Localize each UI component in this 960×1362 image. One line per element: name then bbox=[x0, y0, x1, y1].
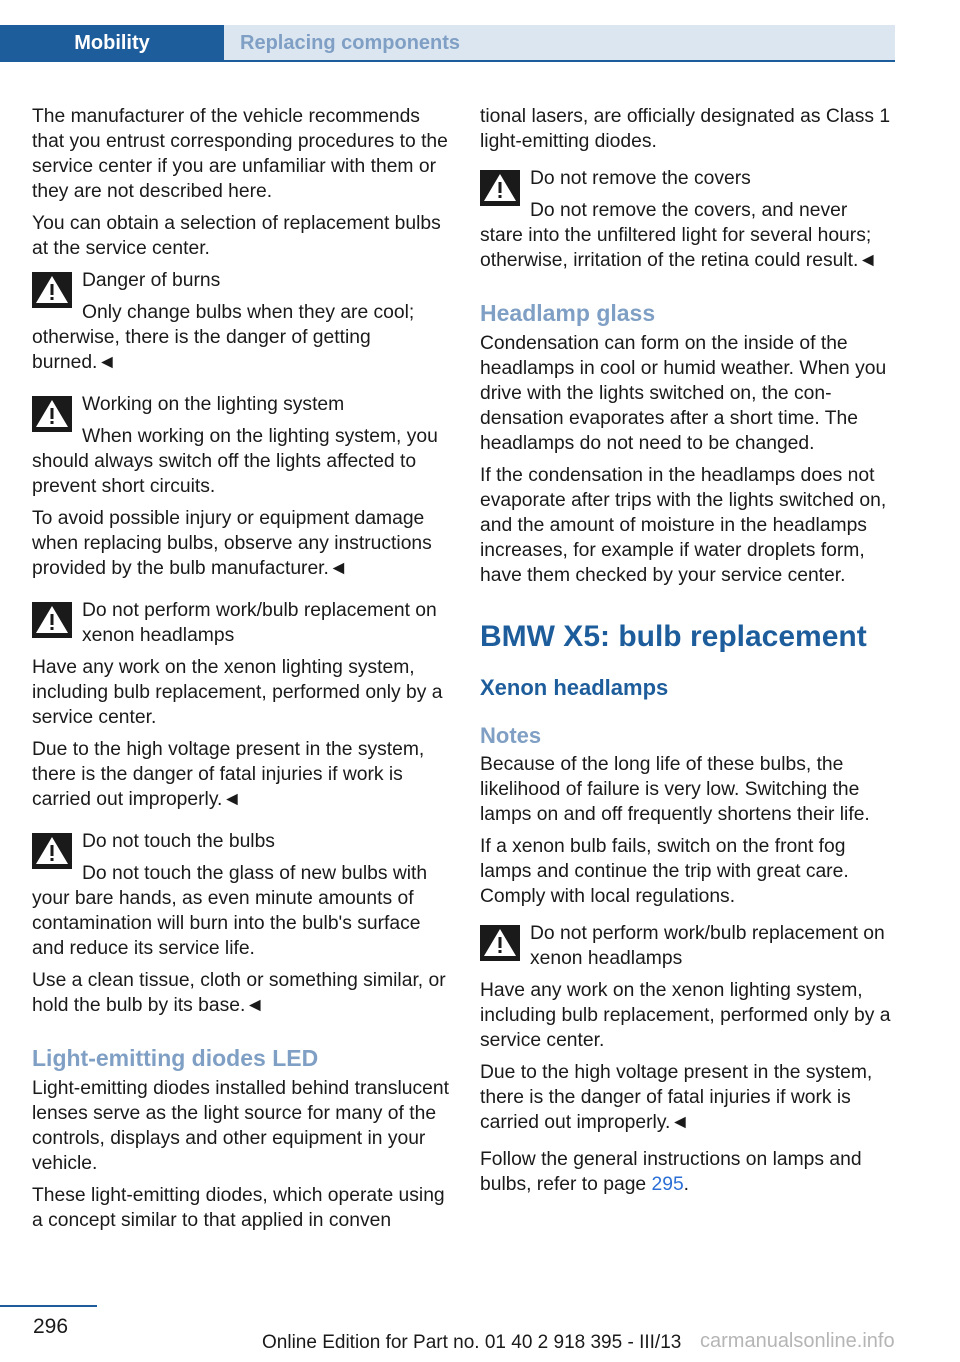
paragraph: Condensation can form on the inside of the headlamps in cool or humid weather. When you drive with the lights switched on, the condensation evaporates after a short time. The headlamps do not need to be changed. bbox=[480, 333, 887, 454]
warning-icon bbox=[32, 833, 72, 869]
paragraph: tional lasers, are officially designated as Class 1 light-emitting diodes. bbox=[480, 106, 891, 152]
text-span: Follow the general instructions on lamps and bulbs, refer to page bbox=[480, 1149, 862, 1195]
edition-text: Online Edition for Part no. 01 40 2 918 395 - III/13 bbox=[262, 1332, 682, 1353]
paragraph: You can obtain a selection of replacement bulbs at the service center. bbox=[32, 213, 441, 259]
warning-icon bbox=[480, 170, 520, 206]
warning-block bbox=[32, 829, 450, 1018]
warning-text: Do not touch the glass of new bulbs with your bare hands, as even minute amounts of contamination will burn into the bulb's surface and reduce its service life. bbox=[32, 863, 428, 959]
text-span: . bbox=[683, 1174, 690, 1195]
warning-icon bbox=[32, 602, 72, 638]
warning-text: Do not remove the covers, and never stare into the unfiltered light for several hours; otherwise, irritation of the retina could result.◄ bbox=[480, 200, 878, 271]
warning-text: To avoid possible injury or equipment damage when replacing bulbs, observe any instructions provided by the bulb manufacturer.◄ bbox=[32, 508, 432, 579]
section-heading-led: Light-emitting diodes LED bbox=[32, 1045, 319, 1071]
section-heading-headlamp-glass: Headlamp glass bbox=[480, 300, 656, 326]
warning-title: Danger of burns bbox=[82, 270, 221, 291]
warning-block bbox=[480, 166, 894, 273]
warning-title: Do not perform work/bulb replacement on xenon headlamps bbox=[530, 923, 885, 969]
warning-text: Use a clean tissue, cloth or something similar, or hold the bulb by its base.◄ bbox=[32, 970, 446, 1016]
page-header bbox=[0, 0, 895, 62]
tab-replacing-components[interactable]: Replacing components bbox=[224, 25, 895, 62]
paragraph bbox=[480, 1147, 894, 1197]
tab-mobility[interactable]: Mobility bbox=[0, 25, 224, 62]
paragraph: Light-emitting diodes installed behind translucent lenses serve as the light source for many of the controls, displays and other equipment in your vehicle. bbox=[32, 1078, 449, 1174]
section-heading-xenon: Xenon headlamps bbox=[480, 675, 669, 700]
right-column bbox=[480, 104, 894, 1204]
warning-text: Have any work on the xenon lighting system, including bulb replacement, performed only by a service center. bbox=[480, 980, 891, 1051]
watermark: carmanualsonline.info bbox=[700, 1330, 895, 1352]
warning-block bbox=[480, 921, 894, 1135]
warning-text: Have any work on the xenon lighting system, including bulb replacement, performed only by a service center. bbox=[32, 657, 443, 728]
paragraph: If the condensation in the headlamps does not evaporate after trips with the lights switched on, and the amount of moisture in the headlamps increases, for example if water droplets form, have them checked by your service center. bbox=[480, 465, 887, 586]
page-number: 296 bbox=[33, 1315, 69, 1338]
subsection-heading-notes: Notes bbox=[480, 723, 542, 748]
warning-title: Working on the lighting system bbox=[82, 394, 345, 415]
warning-icon bbox=[32, 396, 72, 432]
paragraph: If a xenon bulb fails, switch on the front fog lamps and continue the trip with great care. Comply with local regulations. bbox=[480, 836, 849, 907]
paragraph: These light-emitting diodes, which operate using a concept similar to that applied in conven bbox=[32, 1185, 445, 1231]
warning-block bbox=[32, 268, 450, 375]
warning-text: Due to the high voltage present in the system, there is the danger of fatal injuries if work is carried out improperly.◄ bbox=[480, 1062, 873, 1133]
warning-title: Do not touch the bulbs bbox=[82, 831, 275, 852]
warning-title: Do not remove the covers bbox=[530, 168, 751, 189]
header-divider bbox=[0, 60, 895, 62]
warning-block bbox=[32, 598, 450, 812]
paragraph: Because of the long life of these bulbs, the likelihood of failure is very low. Switching the lamps on and off frequently shortens their life. bbox=[480, 754, 870, 825]
left-column bbox=[32, 104, 450, 1240]
warning-text: Only change bulbs when they are cool; otherwise, there is the danger of getting burned.◄ bbox=[32, 302, 415, 373]
warning-text: When working on the lighting system, you should always switch off the lights affected to prevent short circuits. bbox=[32, 426, 438, 497]
warning-icon bbox=[480, 925, 520, 961]
warning-icon bbox=[32, 272, 72, 308]
warning-title: Do not perform work/bulb replacement on xenon headlamps bbox=[82, 600, 437, 646]
footer-divider bbox=[0, 1305, 97, 1307]
warning-block bbox=[32, 392, 450, 581]
page-link-295[interactable]: 295 bbox=[651, 1174, 684, 1195]
chapter-heading-bmw-x5: BMW X5: bulb replacement bbox=[480, 620, 867, 653]
warning-text: Due to the high voltage present in the system, there is the danger of fatal injuries if work is carried out improperly.◄ bbox=[32, 739, 425, 810]
paragraph: The manufacturer of the vehicle recommends that you entrust corresponding procedures to the service center if you are unfamiliar with them or they are not described here. bbox=[32, 106, 448, 202]
